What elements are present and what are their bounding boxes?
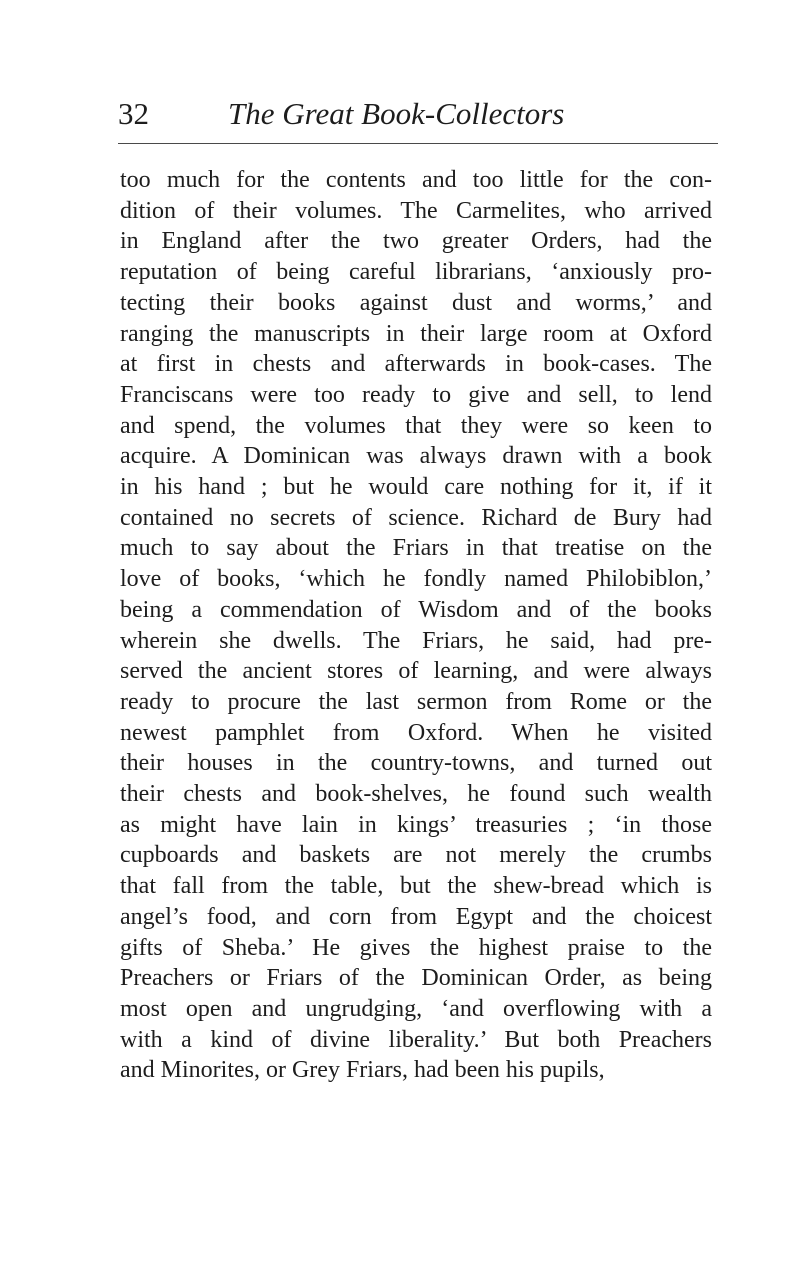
page-number: 32 xyxy=(118,96,149,131)
text-line: tecting their books against dust and worms,’ and xyxy=(120,289,712,316)
text-line: with a kind of divine liberality.’ But both Preachers xyxy=(120,1026,712,1053)
text-line: acquire. A Dominican was always drawn with a book xyxy=(120,443,712,470)
text-line: their chests and book-shelves, he found such wealth xyxy=(120,781,712,808)
text-line: ready to procure the last sermon from Rome or the xyxy=(120,688,712,715)
text-line: wherein she dwells. The Friars, he said, had pre- xyxy=(120,627,712,654)
running-head xyxy=(118,88,718,138)
text-line: served the ancient stores of learning, and were always xyxy=(120,658,712,685)
header-rule xyxy=(118,143,718,144)
text-line: and Minorites, or Grey Friars, had been his pupils, xyxy=(120,1057,605,1084)
text-line: in England after the two greater Orders, had the xyxy=(120,228,712,255)
text-line: reputation of being careful librarians, ‘anxiously pro- xyxy=(120,259,712,286)
text-line: in his hand ; but he would care nothing for it, if it xyxy=(120,474,712,501)
text-line: too much for the contents and too little for the con- xyxy=(120,167,712,193)
text-line: love of books, ‘which he fondly named Philobiblon,’ xyxy=(120,566,712,593)
text-line: contained no secrets of science. Richard de Bury had xyxy=(120,504,712,531)
text-line: being a commendation of Wisdom and of the books xyxy=(120,596,712,623)
text-line: most open and ungrudging, ‘and overflowing with a xyxy=(120,995,712,1022)
text-line: angel’s food, and corn from Egypt and the choicest xyxy=(120,903,712,930)
text-line: ranging the manuscripts in their large room at Oxford xyxy=(120,320,712,347)
text-line: that fall from the table, but the shew-bread which is xyxy=(120,873,712,900)
body-text xyxy=(120,165,712,1086)
text-line: gifts of Sheba.’ He gives the highest praise to the xyxy=(120,934,712,961)
text-line: Franciscans were too ready to give and sell, to lend xyxy=(120,381,712,408)
text-line: newest pamphlet from Oxford. When he visited xyxy=(120,719,712,746)
text-line: Preachers or Friars of the Dominican Order, as being xyxy=(120,965,712,992)
running-title: The Great Book-Collectors xyxy=(228,96,565,131)
text-line: and spend, the volumes that they were so keen to xyxy=(120,412,712,439)
text-line: much to say about the Friars in that treatise on the xyxy=(120,535,712,562)
text-line: dition of their volumes. The Carmelites, who arrived xyxy=(120,197,712,224)
text-line: cupboards and baskets are not merely the crumbs xyxy=(120,842,712,869)
text-line: as might have lain in kings’ treasuries ; ‘in those xyxy=(120,811,712,838)
text-line: their houses in the country-towns, and turned out xyxy=(120,750,712,777)
text-line: at first in chests and afterwards in book-cases. The xyxy=(120,351,712,378)
